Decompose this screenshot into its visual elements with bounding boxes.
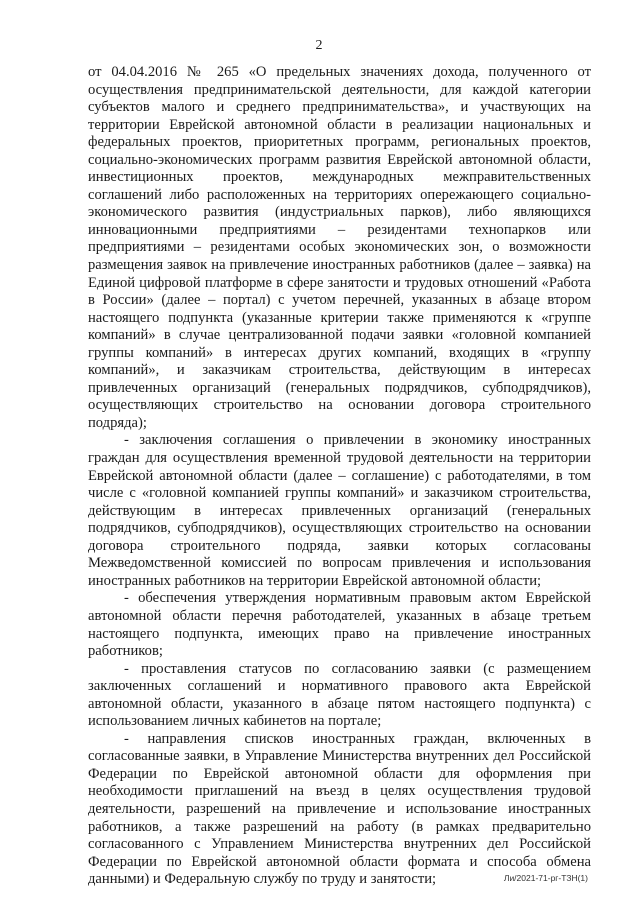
list-item: - заключения соглашения о привлечении в экономику иностранных граждан для осуществления временной трудовой деятельности на территории Еврейской автономной области (далее – соглашение) с работодателями, в том числе с «головной компанией группы компаний» и заказчиком строительства, действующим в интересах привлеченных организаций (генеральных подрядчиков, субподрядчиков), осуществляющих строительство на основании договора строительного подряда, заявки которых согласованы Межведомственной комиссией по вопросам привлечения и использования иностранных работников на территории Еврейской автономной области; (88, 432, 591, 589)
list-item: - направления списков иностранных граждан, включенных в согласованные заявки, в Управление Министерства внутренних дел Российской Федерации по Еврейской автономной области для оформления при необходимости приглашений на въезд в целях осуществления трудовой деятельности, разрешений на привлечение и использование иностранных работников, а также разрешений на работу (в рамках предварительно согласованного с Управлением Министерства внутренних дел Российской Федерации по Еврейской автономной области формата и способа обмена данными) и Федеральную службу по труду и занятости; (88, 730, 591, 888)
list-item: - обеспечения утверждения нормативным правовым актом Еврейской автономной области перечня работодателей, указанных в абзаце третьем настоящего подпункта, имеющих право на привлечение иностранных работников; (88, 590, 591, 660)
page-number: 2 (315, 38, 323, 53)
list-item: - проставления статусов по согласованию заявки (с размещением заключенных соглашений и нормативного правового акта Еврейской автономной области, указанного в абзаце пятом настоящего подпункта) с использованием личных кабинетов на портале; (88, 660, 591, 730)
paragraph-continuation: от 04.04.2016 № 265 «О предельных значениях дохода, полученного от осуществления предпринимательской деятельности, для каждой категории субъектов малого и среднего предпринимательства», и участвующих на территории Еврейской автономной области в реализации национальных и федеральных проектов, приоритетных программ, региональных проектов, социально-экономических программ развития Еврейской автономной области, инвестиционных проектов, международных межправительственных соглашений либо расположенных на территориях опережающего социально-экономического развития (индустриальных парков), либо являющихся инновационными предприятиями – резидентами технопарков или предприятиями – резидентами особых экономических зон, о возможности размещения заявок на привлечение иностранных работников (далее – заявка) на Единой цифровой платформе в сфере занятости и трудовых отношений «Работа в России» (далее – портал) с учетом перечней, указанных в абзаце втором настоящего подпункта (указанные критерии также применяются к «группе компаний» в случае централизованной подачи заявки «головной компанией группы компаний» в интересах других компаний, входящих в «группу компаний», и заказчикам строительства, действующим в интересах привлеченных организаций (генеральных подрядчиков, субподрядчиков), осуществляющих строительство на основании договора строительного подряда); (88, 64, 591, 431)
document-code: Ли/2021-71-рг-ТЗН(1) (503, 873, 588, 883)
document-body (88, 64, 591, 889)
